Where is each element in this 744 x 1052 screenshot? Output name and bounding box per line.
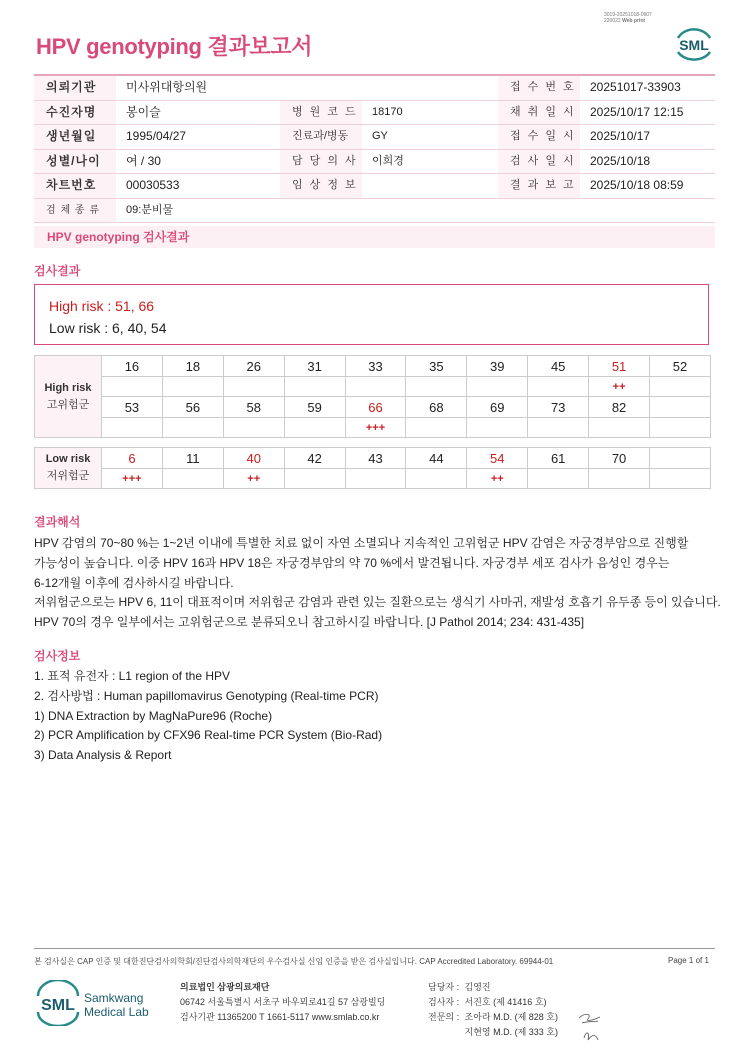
logo-line2: Medical Lab: [84, 1005, 149, 1019]
staff-row: [428, 1025, 558, 1040]
result-cell: [162, 377, 223, 397]
info-value: 미사위대항의원: [126, 80, 208, 94]
info-label: 성별/나이: [34, 150, 116, 174]
staff-role: 검사자 :: [428, 997, 460, 1007]
info-value: 2025/10/17 12:15: [590, 104, 684, 119]
staff-name: 김영진: [464, 982, 491, 992]
sml-logo-icon: [672, 24, 716, 64]
info-value: 00030533: [126, 178, 180, 192]
info-value: GY: [372, 130, 388, 142]
genotype-cell: 61: [528, 448, 589, 469]
result-cell: [102, 377, 163, 397]
group-label-ko: 고위험군: [46, 398, 90, 411]
info-row: [34, 150, 715, 175]
genotype-cell: 11: [162, 448, 223, 469]
grid-result-row: [35, 469, 711, 489]
info-label: 접 수 번 호: [498, 76, 580, 100]
genotype-cell: 68: [406, 397, 467, 418]
info-row: [34, 101, 715, 126]
info-row: [34, 174, 715, 199]
accreditation-note: 본 검사실은 CAP 인증 및 대한진단검사의학회/진단검사의학재단의 우수검사실 신임 인증을 받은 검사실입니다. CAP Accredited Laboratory. 69944-01: [34, 957, 554, 966]
result-cell: [467, 377, 528, 397]
result-cell: [589, 469, 650, 489]
result-cell: [589, 418, 650, 438]
result-cell: [650, 469, 711, 489]
test-info-list: [34, 667, 382, 766]
test-info-item: 1. 표적 유전자 : L1 region of the HPV: [34, 669, 231, 683]
genotype-cell: 53: [102, 397, 163, 418]
info-value: 09:분비물: [126, 203, 174, 216]
interp-line: 가능성이 높습니다. 이중 HPV 16과 HPV 18은 자궁경부암의 약 70 %에서 발견됩니다. 자궁경부 세포 검사가 음성인 경우는: [34, 555, 670, 570]
patient-info-table: [34, 74, 715, 223]
genotype-cell: 52: [650, 356, 711, 377]
result-cell: [406, 377, 467, 397]
info-value: 18170: [372, 105, 403, 118]
info-label: 병 원 코 드: [280, 101, 362, 125]
page-number: Page 1 of 1: [668, 956, 709, 965]
genotype-cell: 44: [406, 448, 467, 469]
interp-line: 6-12개월 이후에 검사하시길 바랍니다.: [34, 575, 234, 590]
info-label: 차트번호: [34, 174, 116, 198]
result-cell: [650, 377, 711, 397]
high-risk-summary: High risk : 51, 66: [49, 298, 155, 314]
logo-sml-text: SML: [41, 997, 75, 1014]
web-print-label: Web print: [622, 18, 646, 24]
result-cell: [528, 377, 589, 397]
test-info-item: 3) Data Analysis & Report: [34, 748, 172, 763]
staff-role: 전문의 :: [428, 1012, 460, 1022]
group-label-cell: [35, 448, 102, 489]
genotype-cell: 31: [284, 356, 345, 377]
info-row: [34, 125, 715, 150]
low-risk-summary: Low risk : 6, 40, 54: [49, 320, 167, 336]
organization-info: [180, 980, 385, 1025]
genotype-cell: 42: [284, 448, 345, 469]
result-cell: [650, 418, 711, 438]
test-info-item: 2) PCR Amplification by CFX96 Real-time PCR System (Bio-Rad): [34, 728, 383, 743]
interpretation-heading: 결과해석: [34, 515, 81, 529]
genotype-cell: 56: [162, 397, 223, 418]
staff-row: [428, 995, 558, 1010]
staff-row: [428, 980, 558, 995]
result-cell: [406, 469, 467, 489]
report-code-line2: 220022: [604, 18, 621, 24]
result-cell: [284, 377, 345, 397]
logo-text: SML: [679, 37, 709, 53]
genotype-cell: 33: [345, 356, 406, 377]
info-row: [34, 199, 715, 224]
info-label: 검 체 종 류: [34, 199, 116, 223]
genotype-cell: 82: [589, 397, 650, 418]
genotype-cell: 16: [102, 356, 163, 377]
group-label-cell: [35, 356, 102, 438]
interp-line: HPV 감염의 70~80 %는 1~2년 이내에 특별한 치료 없이 자연 소멸되나 지속적인 고위험군 HPV 감염은 자궁경부암으로 진행할: [34, 536, 689, 550]
page-title: HPV genotyping 결과보고서: [36, 34, 313, 59]
info-label: 채 취 일 시: [498, 101, 580, 125]
result-cell: [223, 418, 284, 438]
result-cell: [102, 418, 163, 438]
genotype-cell: 59: [284, 397, 345, 418]
result-cell: ++: [467, 469, 528, 489]
info-value: 2025/10/18 08:59: [590, 178, 684, 192]
staff-role: 담당자 :: [428, 982, 460, 992]
grid-result-row: [35, 377, 711, 397]
result-cell: [406, 418, 467, 438]
info-label: 결 과 보 고: [498, 174, 580, 198]
info-label: 접 수 일 시: [498, 125, 580, 149]
group-label-ko: 저위험군: [46, 470, 90, 482]
result-cell: ++: [589, 377, 650, 397]
test-info-item: 1) DNA Extraction by MagNaPure96 (Roche): [34, 708, 273, 723]
grid-row: [35, 448, 711, 469]
section-title: HPV genotyping 검사결과: [34, 226, 715, 248]
genotype-cell: [650, 397, 711, 418]
result-cell: [162, 469, 223, 489]
result-cell: ++: [223, 469, 284, 489]
result-cell: [345, 469, 406, 489]
result-cell: [467, 418, 528, 438]
info-value: 2025/10/17: [590, 129, 651, 143]
genotype-cell: 54: [467, 448, 528, 469]
group-label-en: Low risk: [45, 453, 91, 465]
org-address: 06742 서울특별시 서초구 바우뫼로41길 57 삼광빌딩: [180, 997, 386, 1007]
staff-row: [428, 1010, 558, 1025]
report-code: [604, 12, 652, 24]
genotype-cell: 40: [223, 448, 284, 469]
result-cell: +++: [102, 469, 163, 489]
grid-result-row: [35, 418, 711, 438]
grid-row: [35, 356, 711, 377]
org-name: 의료법인 삼광의료재단: [180, 982, 270, 992]
result-cell: [223, 377, 284, 397]
info-value: 1995/04/27: [126, 129, 187, 143]
info-value: 여 / 30: [126, 153, 161, 168]
grid-row: [35, 397, 711, 418]
info-label: 수진자명: [34, 101, 116, 125]
genotype-cell: [650, 448, 711, 469]
result-cell: +++: [345, 418, 406, 438]
info-label: 임 상 정 보: [280, 174, 362, 198]
staff-name: 조아라 M.D. (제 828 호): [464, 1012, 558, 1022]
org-contact: 검사기관 11365200 T 1661-5117 www.smlab.co.kr: [180, 1012, 380, 1022]
staff-name: 서진호 (제 41416 호): [464, 997, 547, 1007]
result-heading: 검사결과: [34, 264, 81, 278]
signature-image: [576, 1010, 606, 1044]
genotype-cell: 45: [528, 356, 589, 377]
interpretation-text: [34, 534, 724, 633]
genotype-cell: 70: [589, 448, 650, 469]
staff-name: 지현영 M.D. (제 333 호): [464, 1027, 558, 1037]
group-label-en: High risk: [44, 381, 92, 394]
genotype-cell: 51: [589, 356, 650, 377]
test-info-item: 2. 검사방법 : Human papillomavirus Genotyping (Real-time PCR): [34, 688, 379, 703]
genotype-cell: 26: [223, 356, 284, 377]
logo-line1: Samkwang: [84, 991, 144, 1005]
genotype-cell: 18: [162, 356, 223, 377]
genotype-cell: 73: [528, 397, 589, 418]
result-cell: [162, 418, 223, 438]
result-summary-box: [34, 284, 709, 345]
info-label: 진료과/병동: [280, 125, 362, 149]
low-risk-grid: [34, 447, 711, 489]
info-label: 담 당 의 사: [280, 150, 362, 174]
genotype-cell: 35: [406, 356, 467, 377]
genotype-cell: 43: [345, 448, 406, 469]
info-value: 2025/10/18: [590, 153, 651, 168]
interp-line: 저위험군으로는 HPV 6, 11이 대표적이며 저위험군 감염과 관련 있는 질환으로는 생식기 사마귀, 재발성 호흡기 유두종 등이 있습니다.: [34, 595, 721, 610]
genotype-cell: 39: [467, 356, 528, 377]
sml-logo-icon: [38, 980, 78, 1026]
genotype-cell: 6: [102, 448, 163, 469]
result-cell: [284, 418, 345, 438]
info-value: [362, 174, 498, 198]
genotype-cell: 58: [223, 397, 284, 418]
genotype-cell: 69: [467, 397, 528, 418]
info-label: 검 사 일 시: [498, 150, 580, 174]
info-label: 의뢰기관: [34, 76, 116, 100]
result-cell: [345, 377, 406, 397]
result-cell: [284, 469, 345, 489]
footer-divider: [34, 948, 715, 949]
high-risk-grid: [34, 355, 711, 438]
result-cell: [528, 469, 589, 489]
info-value: 봉이슬: [126, 104, 161, 119]
samkwang-logo: [36, 980, 166, 1031]
staff-info: [428, 980, 558, 1040]
info-label: 생년월일: [34, 125, 116, 149]
report-code-line: 3019-20251018-0907: [604, 12, 652, 18]
test-info-heading: 검사정보: [34, 649, 81, 663]
info-row: [34, 76, 715, 101]
interp-line: HPV 70의 경우 일부에서는 고위험군으로 분류되오니 참고하시길 바랍니다. [J Pathol 2014; 234: 431-435]: [34, 615, 585, 630]
result-cell: [528, 418, 589, 438]
info-value: 이희경: [372, 154, 404, 167]
info-value: 20251017-33903: [590, 80, 681, 94]
genotype-cell: 66: [345, 397, 406, 418]
